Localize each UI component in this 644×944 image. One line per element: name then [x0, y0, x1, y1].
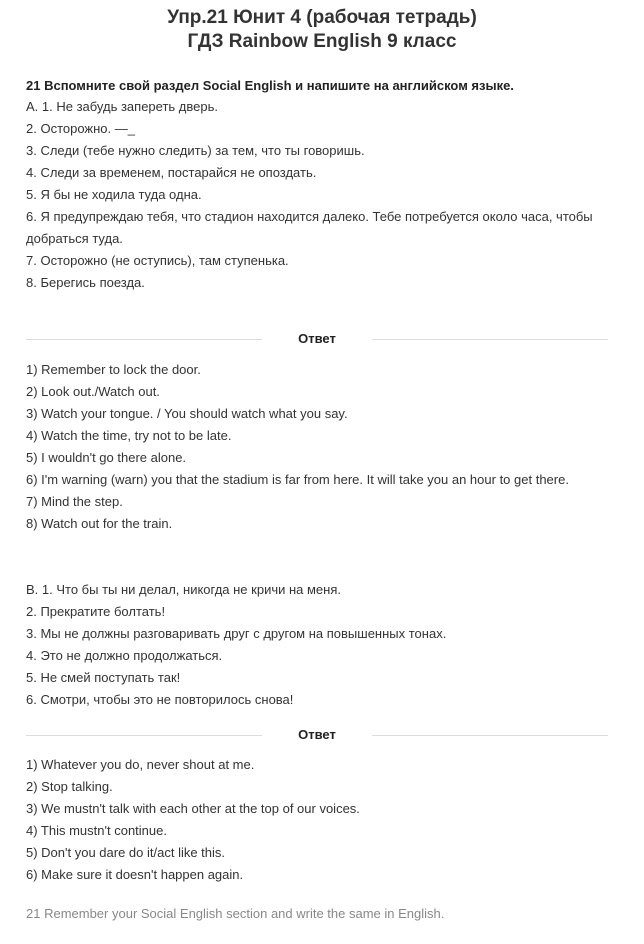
answer-divider: [26, 727, 608, 743]
task-item: 4. Это не должно продолжаться.: [26, 648, 223, 663]
task-list-b: [26, 579, 610, 711]
task-item: А. 1. Не забудь запереть дверь.: [26, 99, 218, 114]
answer-item: 3) Watch your tongue. / You should watch what you say.: [26, 406, 348, 421]
answer-divider: [26, 331, 608, 347]
task-item: 2. Осторожно. —_: [26, 121, 135, 136]
answer-item: 4) This mustn't continue.: [26, 823, 167, 838]
task-item: 5. Не смей поступать так!: [26, 670, 181, 685]
title-line-2: ГДЗ Rainbow English 9 класс: [187, 31, 457, 52]
answer-item: 4) Watch the time, try not to be late.: [26, 428, 232, 443]
answer-item: 1) Remember to lock the door.: [26, 362, 201, 377]
answer-list-b: [26, 754, 610, 886]
title-line-1: Упр.21 Юнит 4 (рабочая тетрадь): [167, 7, 477, 28]
divider-line: [372, 339, 608, 340]
task-item: 6. Я предупреждаю тебя, что стадион находится далеко. Тебе потребуется около часа, чтобы добраться туда.: [26, 209, 593, 246]
task-header: 21 Вспомните свой раздел Social English и напишите на английском языке.: [26, 78, 514, 93]
answer-label: Ответ: [298, 727, 336, 742]
footer-text: 21 Remember your Social English section and write the same in English.: [26, 906, 445, 921]
task-item: 3. Мы не должны разговаривать друг с другом на повышенных тонах.: [26, 626, 447, 641]
answer-list-a: [26, 359, 610, 535]
task-item: 5. Я бы не ходила туда одна.: [26, 187, 202, 202]
task-list-a: [26, 96, 610, 294]
answer-item: 2) Stop talking.: [26, 779, 113, 794]
task-item: В. 1. Что бы ты ни делал, никогда не кричи на меня.: [26, 582, 341, 597]
answer-item: 6) I'm warning (warn) you that the stadium is far from here. It will take you an hour to get there.: [26, 472, 569, 487]
answer-label: Ответ: [298, 331, 336, 346]
page-title: [0, 0, 644, 54]
answer-item: 1) Whatever you do, never shout at me.: [26, 757, 255, 772]
task-item: 2. Прекратите болтать!: [26, 604, 166, 619]
answer-item: 7) Mind the step.: [26, 494, 123, 509]
divider-line: [372, 735, 608, 736]
answer-item: 2) Look out./Watch out.: [26, 384, 160, 399]
task-item: 7. Осторожно (не оступись), там ступенька.: [26, 253, 289, 268]
task-item: 3. Следи (тебе нужно следить) за тем, что ты говоришь.: [26, 143, 365, 158]
answer-item: 8) Watch out for the train.: [26, 516, 173, 531]
task-item: 4. Следи за временем, постарайся не опоздать.: [26, 165, 317, 180]
task-item: 6. Смотри, чтобы это не повторилось снова!: [26, 692, 294, 707]
answer-item: 5) Don't you dare do it/act like this.: [26, 845, 226, 860]
answer-item: 3) We mustn't talk with each other at the top of our voices.: [26, 801, 360, 816]
task-item: 8. Берегись поезда.: [26, 275, 145, 290]
answer-item: 6) Make sure it doesn't happen again.: [26, 867, 244, 882]
answer-item: 5) I wouldn't go there alone.: [26, 450, 187, 465]
